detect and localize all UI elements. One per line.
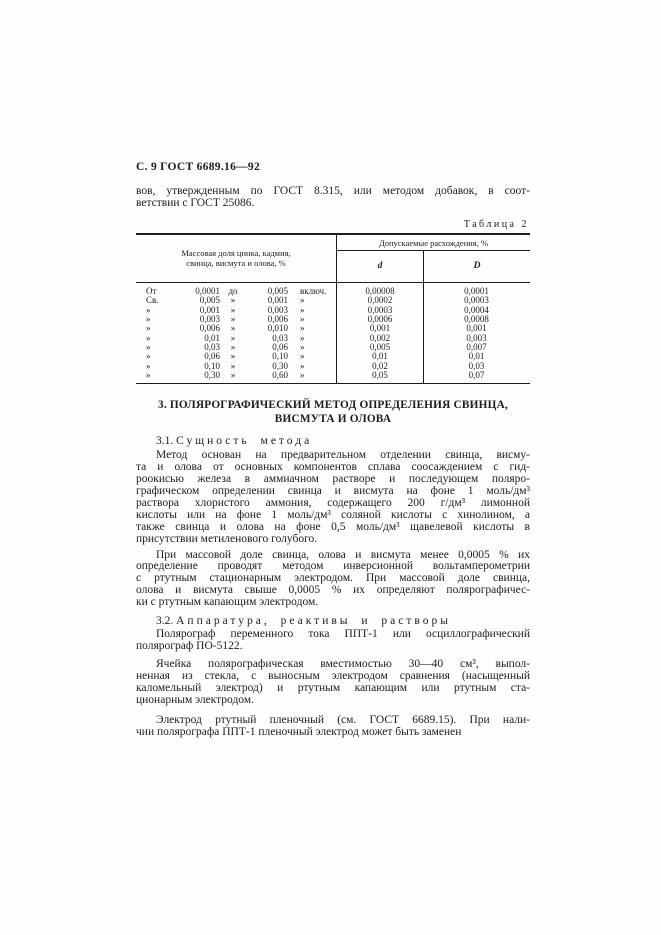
text-line: раствора хлористого аммония, содержащего 200 г/дм³ лимонной <box>136 496 530 509</box>
cell-d: 0,01 <box>372 351 388 362</box>
range-part: 0,003 <box>199 313 220 324</box>
range-part: » <box>300 323 305 334</box>
range-part: 0,005 <box>267 285 288 296</box>
range-part: » <box>300 313 305 324</box>
range-part: 0,03 <box>204 341 220 352</box>
range-part: Св. <box>146 295 159 306</box>
cell-d: 0,05 <box>372 369 388 380</box>
cell-mass-fraction-range <box>136 287 337 296</box>
cell-mass-fraction-range <box>136 371 337 380</box>
table-row <box>136 371 530 380</box>
text-line: олова и висмута свыше 0,0005 % их определяют полярографичес- <box>136 584 530 597</box>
range-part: » <box>300 351 305 362</box>
heading-text: Сущность метода <box>176 435 313 448</box>
cell-mass-fraction-range <box>136 324 337 333</box>
heading-3-2 <box>136 615 530 627</box>
range-part: » <box>230 360 236 371</box>
range-part: 0,006 <box>267 313 288 324</box>
range-part: » <box>300 341 305 352</box>
paragraph-polarograph <box>136 629 530 653</box>
table-divider <box>423 283 424 383</box>
range-part: » <box>146 351 151 362</box>
range-part: » <box>146 313 151 324</box>
cell-mass-fraction-range <box>136 343 337 352</box>
cell-d: 0,02 <box>372 360 388 371</box>
range-part: » <box>230 304 236 315</box>
text-line: также свинца и олова на фоне 0,5 моль/дм³ щавелевой кислоты в <box>136 520 530 533</box>
range-part: » <box>300 360 305 371</box>
cell-D: 0,0004 <box>464 304 489 315</box>
text-line: кислоты или на фоне 1 моль/дм³ соляной кислоты с хинолином, а <box>136 508 530 521</box>
cell-mass-fraction-range <box>136 296 337 305</box>
section-title-line: 3. ПОЛЯРОГРАФИЧЕСКИЙ МЕТОД ОПРЕДЕЛЕНИЯ СВИНЦА, <box>158 399 508 412</box>
table-divider <box>336 283 337 383</box>
range-part: 0,005 <box>199 295 220 306</box>
text-line: определение проводят методом инверсионной вольтамперометрии <box>136 560 530 573</box>
text-line: ветствии с ГОСТ 25086. <box>136 196 255 209</box>
cell-D: 0,0001 <box>464 285 489 296</box>
sub-header-d: d <box>337 251 424 282</box>
section-title-line: ВИСМУТА И ОЛОВА <box>274 413 392 426</box>
range-part: » <box>230 369 236 380</box>
cell-D: 0,0008 <box>464 313 489 324</box>
range-part: 0,010 <box>267 323 288 334</box>
cell-d: 0,0006 <box>367 313 393 324</box>
range-part: » <box>300 295 305 306</box>
range-part: 0,06 <box>204 351 220 362</box>
text-line: та и олова от основных компонентов сплава соосаждением с гид- <box>136 461 530 474</box>
range-part: » <box>300 369 305 380</box>
range-part: 0,30 <box>272 360 288 371</box>
range-part: » <box>146 323 151 334</box>
range-part: 0,60 <box>272 369 288 380</box>
cell-d: 0,0003 <box>367 304 393 315</box>
cell-D: 0,07 <box>468 369 485 380</box>
text-line: ционарным электродом. <box>136 693 254 706</box>
range-part: » <box>300 304 305 315</box>
text-line: каломельный электрод) и ртутным капающим или ртутным ста- <box>136 681 530 694</box>
table-caption: Таблица 2 <box>463 218 529 230</box>
sub-header-D: D <box>473 261 481 272</box>
cell-D: 0,007 <box>466 341 487 352</box>
cell-d: 0,002 <box>369 332 391 343</box>
cell-D: 0,03 <box>468 360 485 371</box>
text-line: Метод основан на предварительном отделении свинца, висму- <box>156 449 530 462</box>
text-line: ки с ртутным капающим электродом. <box>136 596 319 609</box>
text-line: Электрод ртутный пленочный (см. ГОСТ 6689.15). При нали- <box>156 714 530 727</box>
range-part: 0,03 <box>272 332 288 343</box>
range-part: » <box>146 304 151 315</box>
table2-body <box>136 283 530 383</box>
text-line: Ячейка полярографическая вместимостью 30—40 см³, выпол- <box>156 657 530 670</box>
text-line: ненная из стекла, с выносным электродом сравнения (насыщенный <box>136 669 530 682</box>
cell-D: 0,001 <box>466 323 487 334</box>
cell-mass-fraction-range <box>136 315 337 324</box>
paragraph-method <box>136 450 530 545</box>
heading-text: Аппаратура, реактивы и растворы <box>176 615 451 628</box>
text-line: вов, утвержденным по ГОСТ 8.315, или методом добавок, в соот- <box>136 185 530 197</box>
column-header-mass-fraction <box>136 235 337 282</box>
range-part: » <box>230 332 236 343</box>
range-part: » <box>230 351 236 362</box>
range-part: 0,10 <box>204 360 220 371</box>
range-part: » <box>230 295 236 306</box>
range-part: 0,10 <box>272 351 288 362</box>
range-part: 0,06 <box>272 341 288 352</box>
range-part: 0,001 <box>199 304 220 315</box>
range-part: 0,006 <box>199 323 220 334</box>
range-part: включ. <box>300 285 327 296</box>
cell-D: 0,01 <box>468 351 485 362</box>
group-header: Допускаемые расхождения, % <box>337 235 530 251</box>
text-line: полярограф ПО-5122. <box>136 639 243 652</box>
cell-D: 0,0003 <box>464 295 489 306</box>
range-part: » <box>230 341 236 352</box>
text-line: При массовой доле свинца, олова и висмута менее 0,0005 % их <box>156 548 530 561</box>
text-line: чии полярографа ППТ-1 пленочный электрод может быть заменен <box>136 726 462 739</box>
text-line: с ртутным стационарным электродом. При массовой доле свинца, <box>136 572 530 585</box>
page-content <box>136 161 530 739</box>
heading-number: 3.2. <box>156 615 174 628</box>
text-line: Полярограф переменного тока ППТ-1 или осциллографический <box>156 628 530 641</box>
range-part: 0,01 <box>204 332 220 343</box>
cell-d: 0,001 <box>369 323 391 334</box>
cell-mass-fraction-range <box>136 362 337 371</box>
range-part: » <box>230 323 236 334</box>
text-line: присутствии метиленового голубого. <box>136 532 318 545</box>
range-part: » <box>230 313 236 324</box>
range-part: 0,30 <box>204 369 220 380</box>
section-3-title <box>136 398 530 426</box>
text-line: роокисью железа в аммиачном растворе и последующем поляро- <box>136 473 530 486</box>
page-header: С. 9 ГОСТ 6689.16—92 <box>136 161 261 173</box>
range-part: 0,003 <box>267 304 288 315</box>
cell-d: 0,00008 <box>365 285 395 296</box>
range-part: 0,0001 <box>195 285 220 296</box>
column-group-discrepancies <box>337 235 530 282</box>
cell-mass-fraction-range <box>136 306 337 315</box>
intro-paragraph <box>136 186 530 210</box>
range-part: » <box>146 341 151 352</box>
heading-3-1 <box>136 435 530 447</box>
cell-D: 0,003 <box>466 332 487 343</box>
paragraph-electrode <box>136 715 530 739</box>
sub-headers <box>337 251 530 282</box>
range-part: » <box>146 332 151 343</box>
paragraph-mass-fraction <box>136 550 530 610</box>
range-part: » <box>300 332 305 343</box>
range-part: От <box>146 285 157 296</box>
cell-mass-fraction-range <box>136 352 337 361</box>
table-2 <box>136 233 530 384</box>
cell-d: 0,0002 <box>367 295 393 306</box>
column-header-line: свинца, висмута и олова, % <box>186 258 286 269</box>
range-part: » <box>146 360 151 371</box>
range-part: 0,001 <box>267 295 288 306</box>
cell-mass-fraction-range <box>136 334 337 343</box>
text-line: графическом определении свинца и висмута на фоне 1 моль/дм³ <box>136 484 530 497</box>
cell-d: 0,005 <box>369 341 391 352</box>
column-header-line: Массовая доля цинка, кадмия, <box>181 247 291 258</box>
range-part: » <box>146 369 151 380</box>
range-part: до <box>228 285 238 296</box>
heading-number: 3.1. <box>156 435 174 448</box>
table-header <box>136 235 530 283</box>
paragraph-cell <box>136 659 530 707</box>
